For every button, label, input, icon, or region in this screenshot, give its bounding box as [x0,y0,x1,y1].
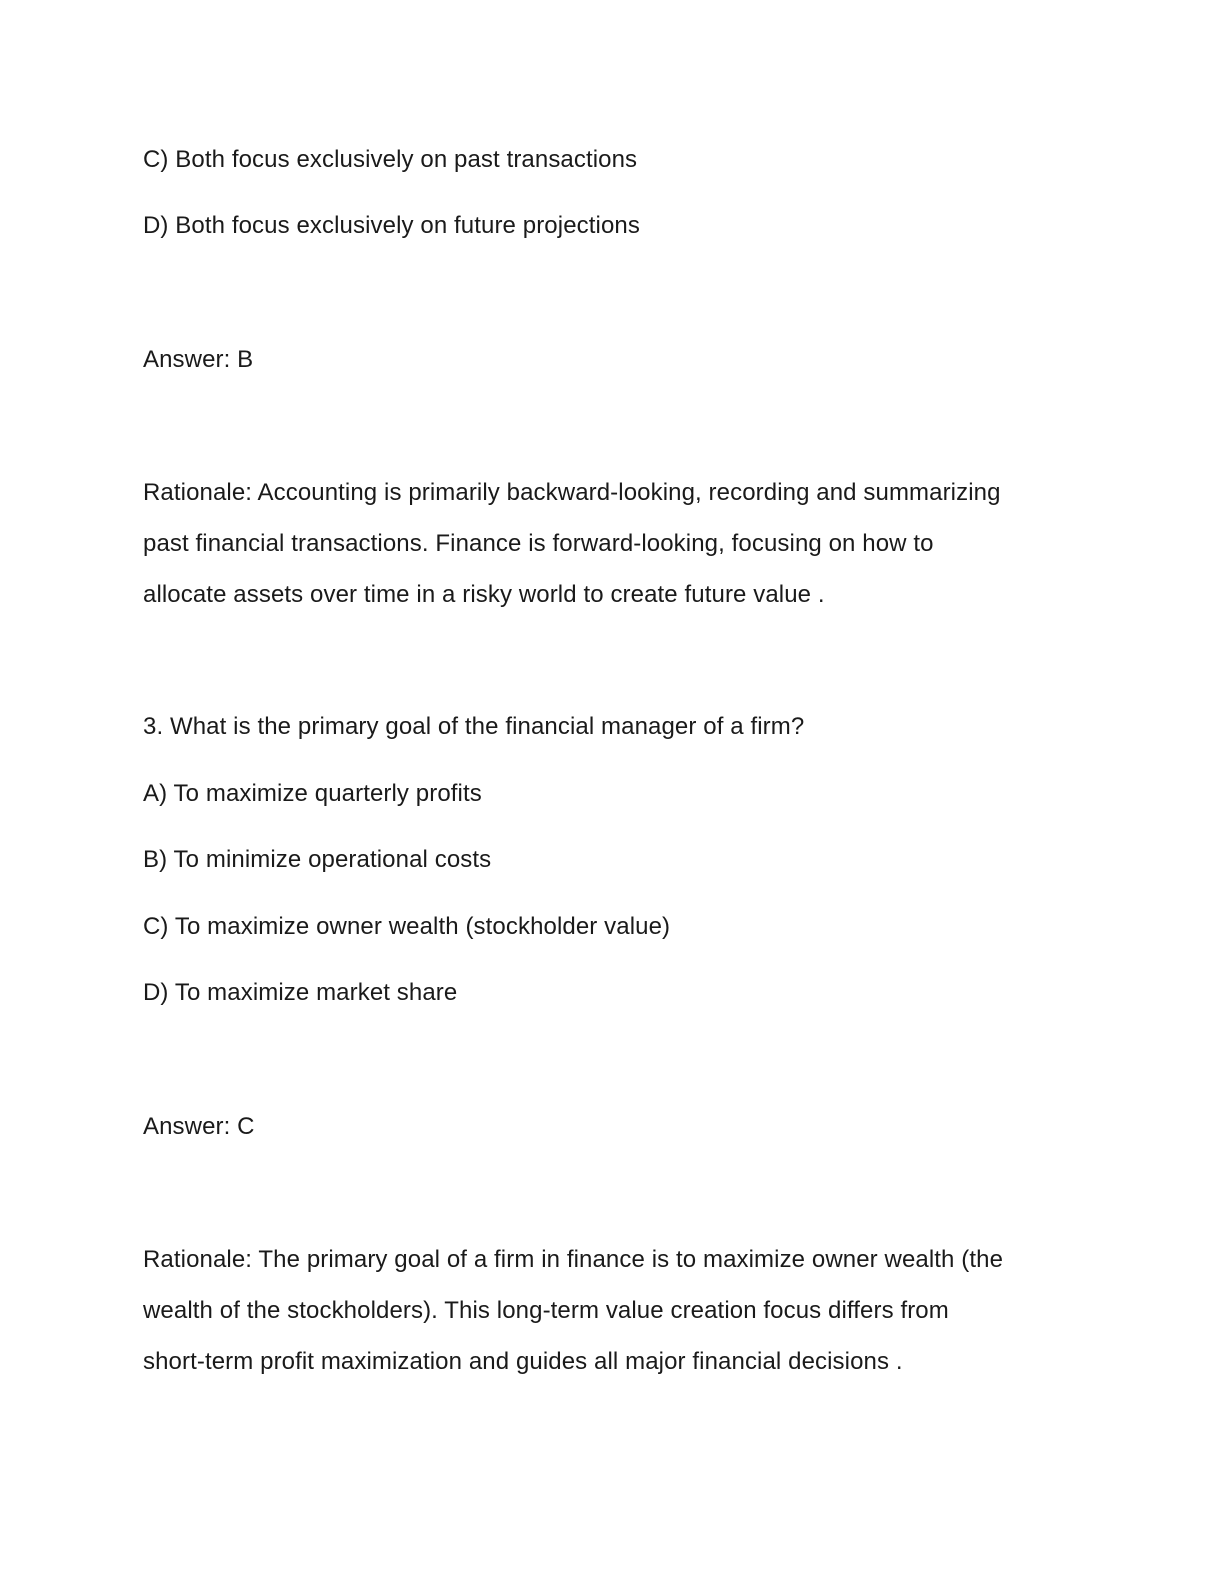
q3-option-c: C) To maximize owner wealth (stockholder value) [143,913,671,940]
q2-rationale-line-2: past financial transactions. Finance is forward-looking, focusing on how to [143,530,934,557]
q2-answer: Answer: B [143,346,254,373]
q3-rationale-line-2: wealth of the stockholders). This long-term value creation focus differs from [143,1297,949,1324]
q3-question: 3. What is the primary goal of the financial manager of a firm? [143,713,805,740]
q2-rationale-line-3: allocate assets over time in a risky world to create future value . [143,581,825,608]
q3-rationale-line-1: Rationale: The primary goal of a firm in finance is to maximize owner wealth (the [143,1246,1004,1273]
q3-rationale-line-3: short-term profit maximization and guides all major financial decisions . [143,1348,903,1375]
q2-option-d: D) Both focus exclusively on future projections [143,212,640,239]
q3-option-b: B) To minimize operational costs [143,846,492,873]
q2-rationale-line-1: Rationale: Accounting is primarily backward-looking, recording and summarizing [143,479,1001,506]
q3-answer: Answer: C [143,1113,255,1140]
q2-option-c: C) Both focus exclusively on past transactions [143,146,638,173]
q3-option-a: A) To maximize quarterly profits [143,780,482,807]
q3-option-d: D) To maximize market share [143,979,458,1006]
